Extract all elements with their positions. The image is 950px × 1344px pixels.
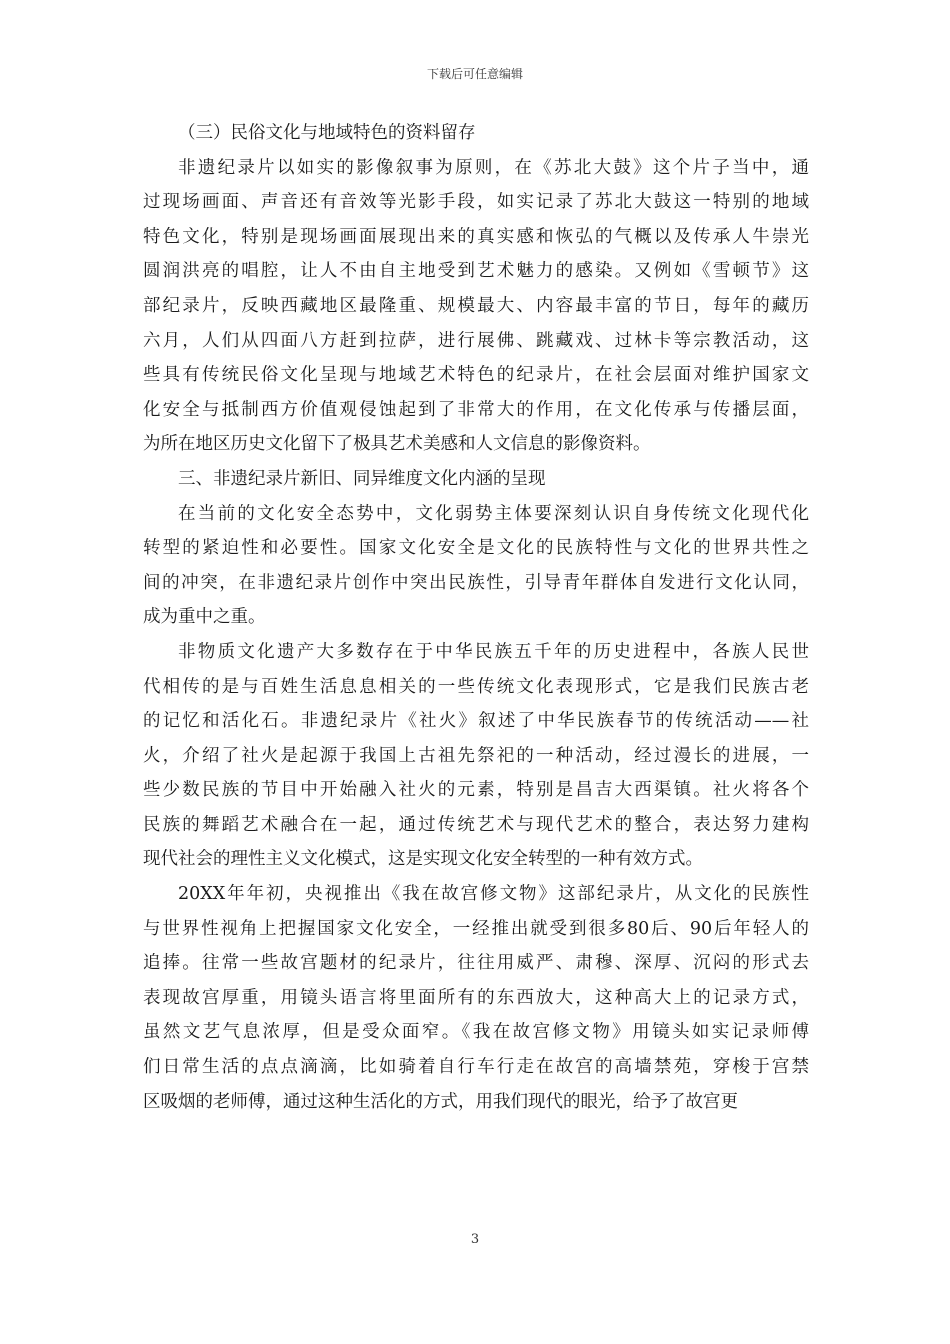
paragraph-line: 过现场画面、声音还有音效等光影手段，如实记录了苏北大鼓这一特别的地域 — [143, 192, 809, 213]
paragraph-line: 虽然文艺气息浓厚，但是受众面窄。《我在故宫修文物》用镜头如实记录师傅 — [143, 1022, 809, 1043]
body-paragraph — [143, 877, 809, 1119]
paragraph-line: 成为重中之重。 — [143, 607, 266, 628]
paragraph-line: 火，介绍了社火是起源于我国上古祖先祭祀的一种活动，经过漫长的进展，一 — [143, 745, 809, 766]
paragraph-line: 间的冲突，在非遗纪录片创作中突出民族性，引导青年群体自发进行文化认同， — [143, 572, 809, 593]
paragraph-line: 圆润洪亮的唱腔，让人不由自主地受到艺术魅力的感染。又例如《雪顿节》这 — [143, 261, 809, 282]
body-paragraph — [143, 497, 809, 635]
paragraph-line: 追捧。往常一些故宫题材的纪录片，往往用威严、肃穆、深厚、沉闷的形式去 — [143, 953, 809, 974]
body-paragraph — [143, 635, 809, 877]
paragraph-line: 民族的舞蹈艺术融合在一起，通过传统艺术与现代艺术的整合，表达努力建构 — [143, 814, 809, 835]
paragraph-line: 些具有传统民俗文化呈现与地域艺术特色的纪录片，在社会层面对维护国家文 — [143, 365, 809, 386]
paragraph-line: 在当前的文化安全态势中，文化弱势主体要深刻认识自身传统文化现代化 — [178, 503, 809, 524]
paragraph-line: 代相传的是与百姓生活息息相关的一些传统文化表现形式，它是我们民族古老 — [143, 676, 809, 697]
paragraph-line: 非物质文化遗产大多数存在于中华民族五千年的历史进程中，各族人民世 — [178, 641, 809, 662]
paragraph-line: 六月，人们从四面八方赶到拉萨，进行展佛、跳藏戏、过林卡等宗教活动，这 — [143, 330, 809, 351]
paragraph-line: 20XX年年初，央视推出《我在故宫修文物》这部纪录片，从文化的民族性 — [178, 884, 809, 905]
paragraph-line: 为所在地区历史文化留下了极具艺术美感和人文信息的影像资料。 — [143, 434, 651, 455]
document-body — [143, 116, 809, 1119]
paragraph-line: 特色文化，特别是现场画面展现出来的真实感和恢弘的气概以及传承人牛崇光 — [143, 226, 809, 247]
paragraph-line: 部纪录片，反映西藏地区最隆重、规模最大、内容最丰富的节日，每年的藏历 — [143, 295, 809, 316]
paragraph-line: 些少数民族的节目中开始融入社火的元素，特别是昌吉大西渠镇。社火将各个 — [143, 780, 809, 801]
section-heading: （三）民俗文化与地域特色的资料留存 — [178, 123, 476, 143]
paragraph-line: 的记忆和活化石。非遗纪录片《社火》叙述了中华民族春节的传统活动——社 — [143, 711, 809, 732]
page-header: 下载后可任意编辑 — [426, 67, 523, 81]
page-number: 3 — [470, 1232, 480, 1247]
paragraph-line: 转型的紧迫性和必要性。国家文化安全是文化的民族特性与文化的世界共性之 — [143, 538, 809, 559]
paragraph-line: 区吸烟的老师傅，通过这种生活化的方式，用我们现代的眼光，给予了故宫更 — [143, 1091, 738, 1112]
body-paragraph — [143, 151, 809, 462]
paragraph-line: 与世界性视角上把握国家文化安全，一经推出就受到很多80后、90后年轻人的 — [143, 918, 809, 939]
paragraph-line: 化安全与抵制西方价值观侵蚀起到了非常大的作用，在文化传承与传播层面， — [143, 399, 809, 420]
paragraph-line: 们日常生活的点点滴滴，比如骑着自行车行走在故宫的高墙禁苑，穿梭于宫禁 — [143, 1057, 809, 1078]
section-heading: 三、非遗纪录片新旧、同异维度文化内涵的呈现 — [178, 468, 546, 489]
paragraph-line: 现代社会的理性主义文化模式，这是实现文化安全转型的一种有效方式。 — [143, 849, 703, 870]
paragraph-line: 表现故宫厚重，用镜头语言将里面所有的东西放大，这种高大上的记录方式， — [143, 987, 809, 1008]
paragraph-line: 非遗纪录片以如实的影像叙事为原则，在《苏北大鼓》这个片子当中，通 — [178, 157, 809, 178]
